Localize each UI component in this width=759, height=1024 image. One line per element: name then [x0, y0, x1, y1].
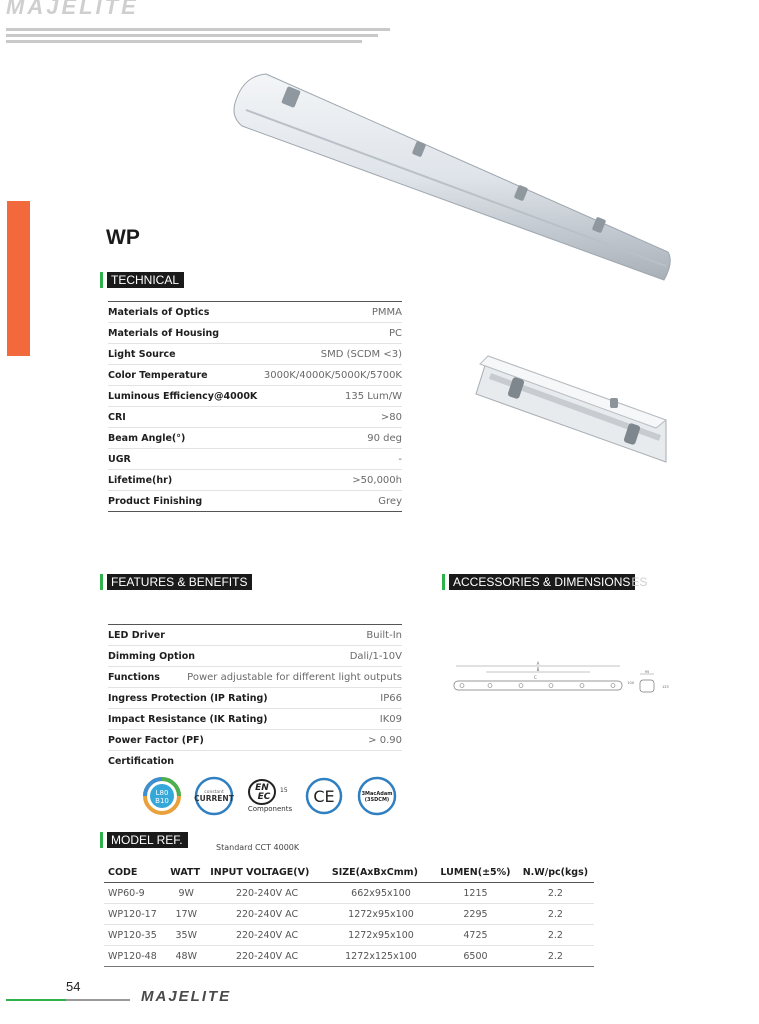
spec-label: Impact Resistance (IK Rating)	[108, 713, 268, 725]
table-cell: 6500	[434, 946, 517, 967]
spec-row	[108, 470, 402, 491]
spec-row	[108, 491, 402, 512]
header-stripe	[6, 34, 378, 37]
table-cell: 220-240V AC	[206, 904, 328, 925]
spec-label: Functions	[108, 671, 160, 683]
table-cell: 220-240V AC	[206, 946, 328, 967]
table-cell: 1272x125x100	[328, 946, 434, 967]
table-cell: 48W	[166, 946, 206, 967]
side-accent-bar	[7, 201, 30, 356]
svg-text:L80: L80	[155, 789, 169, 797]
spec-label: Dimming Option	[108, 650, 196, 662]
spec-label: Beam Angle(°)	[108, 432, 186, 444]
table-cell: WP60-9	[104, 883, 166, 904]
table-header-cell: N.W/pc(kgs)	[517, 862, 594, 883]
spec-row	[108, 625, 402, 646]
table-cell: WP120-48	[104, 946, 166, 967]
footer-line-grey	[66, 999, 130, 1001]
table-cell: 2.2	[517, 925, 594, 946]
spec-value: Built-In	[366, 629, 402, 641]
macadam-icon	[356, 776, 398, 816]
spec-label: Product Finishing	[108, 495, 203, 507]
svg-text:Components: Components	[247, 805, 293, 813]
spec-label: Certification	[108, 755, 175, 767]
table-cell: 662x95x100	[328, 883, 434, 904]
table-cell: 4725	[434, 925, 517, 946]
spec-label: UGR	[108, 453, 131, 465]
table-header-cell: INPUT VOLTAGE(V)	[206, 862, 328, 883]
svg-text:(3SDCM): (3SDCM)	[364, 797, 390, 803]
header-stripe	[6, 40, 362, 43]
spec-value: SMD (SCDM <3)	[320, 348, 402, 360]
model-table	[104, 862, 594, 967]
spec-label: Light Source	[108, 348, 176, 360]
product-image-main	[228, 66, 674, 286]
table-row	[104, 883, 594, 904]
product-image-open	[470, 350, 670, 468]
table-cell: 9W	[166, 883, 206, 904]
svg-text:CE: CE	[313, 787, 335, 806]
svg-text:EN: EN	[255, 783, 269, 793]
table-cell: 220-240V AC	[206, 883, 328, 904]
spec-row	[108, 407, 402, 428]
ce-mark-icon	[304, 776, 344, 816]
enec-icon	[244, 776, 296, 816]
table-cell: 2.2	[517, 904, 594, 925]
l80-b10-icon	[142, 776, 182, 816]
table-cell: WP120-17	[104, 904, 166, 925]
svg-text:CURRENT: CURRENT	[194, 794, 234, 803]
spec-row	[108, 302, 402, 323]
table-cell: 220-240V AC	[206, 925, 328, 946]
spec-value: >50,000h	[352, 474, 402, 486]
table-row	[104, 925, 594, 946]
model-heading: MODEL REF.	[100, 832, 188, 848]
spec-label: LED Driver	[108, 629, 165, 641]
features-heading: FEATURES & BENEFITS	[100, 574, 252, 590]
spec-row	[108, 386, 402, 407]
footer-line-green	[6, 999, 66, 1001]
brand-logo-top: MAJELITE	[6, 0, 139, 19]
dim-label-c: C	[534, 675, 537, 680]
spec-value: Power adjustable for different light outputs	[187, 671, 402, 683]
spec-label: Color Temperature	[108, 369, 208, 381]
svg-text:constant: constant	[204, 790, 224, 795]
svg-text:EC: EC	[257, 792, 271, 802]
spec-value: -	[398, 453, 402, 465]
dim-width: 95	[644, 670, 650, 674]
spec-row	[108, 323, 402, 344]
spec-row	[108, 365, 402, 386]
product-title: WP	[106, 226, 140, 249]
spec-value: IP66	[380, 692, 402, 704]
table-header-cell: WATT	[166, 862, 206, 883]
brand-logo-bottom: MAJELITE	[141, 988, 232, 1005]
model-note: Standard CCT 4000K	[216, 843, 300, 852]
spec-value: 135 Lum/W	[345, 390, 402, 402]
dim-label-a: A	[536, 661, 540, 666]
spec-row	[108, 709, 402, 730]
table-cell: 35W	[166, 925, 206, 946]
header-stripe	[6, 28, 390, 31]
table-header-cell: SIZE(AxBxCmm)	[328, 862, 434, 883]
spec-label: Lifetime(hr)	[108, 474, 173, 486]
spec-value: >80	[380, 411, 402, 423]
features-spec-table	[108, 624, 402, 771]
table-cell: 2.2	[517, 946, 594, 967]
table-cell: WP120-35	[104, 925, 166, 946]
table-cell: 2295	[434, 904, 517, 925]
spec-label: Materials of Optics	[108, 306, 210, 318]
table-cell: 1215	[434, 883, 517, 904]
table-header-cell: LUMEN(±5%)	[434, 862, 517, 883]
spec-row	[108, 688, 402, 709]
spec-row	[108, 646, 402, 667]
dimension-drawing	[450, 658, 672, 698]
spec-label: Materials of Housing	[108, 327, 220, 339]
spec-value: PC	[388, 327, 402, 339]
accessories-heading: ACCESSORIES & DIMENSIONS ES	[442, 574, 647, 590]
spec-label: Power Factor (PF)	[108, 734, 204, 746]
page-number: 54	[66, 979, 81, 994]
table-cell: 17W	[166, 904, 206, 925]
dim-label-b: B	[536, 667, 540, 672]
table-cell: 2.2	[517, 883, 594, 904]
table-row	[104, 904, 594, 925]
spec-row	[108, 667, 402, 688]
dim-height-2: 125	[662, 685, 669, 689]
spec-value: 3000K/4000K/5000K/5700K	[263, 369, 402, 381]
spec-row	[108, 449, 402, 470]
spec-label: Luminous Efficiency@4000K	[108, 390, 258, 402]
svg-text:15: 15	[280, 787, 288, 794]
spec-row	[108, 730, 402, 751]
spec-label: Ingress Protection (IP Rating)	[108, 692, 268, 704]
spec-value: IK09	[379, 713, 402, 725]
spec-value: PMMA	[371, 306, 402, 318]
spec-row	[108, 751, 402, 771]
spec-value: Grey	[378, 495, 402, 507]
spec-value: 90 deg	[367, 432, 402, 444]
table-header-cell: CODE	[104, 862, 166, 883]
spec-value: > 0.90	[368, 734, 402, 746]
constant-current-icon	[192, 776, 236, 816]
dim-height-1: 100	[627, 681, 634, 685]
table-row	[104, 946, 594, 967]
spec-row	[108, 344, 402, 365]
svg-text:B10: B10	[155, 797, 169, 805]
spec-label: CRI	[108, 411, 126, 423]
table-cell: 1272x95x100	[328, 925, 434, 946]
technical-spec-table	[108, 301, 402, 512]
spec-row	[108, 428, 402, 449]
spec-value: Dali/1-10V	[349, 650, 402, 662]
svg-text:3MacAdam: 3MacAdam	[361, 791, 393, 797]
technical-heading: TECHNICAL	[100, 272, 184, 288]
table-cell: 1272x95x100	[328, 904, 434, 925]
